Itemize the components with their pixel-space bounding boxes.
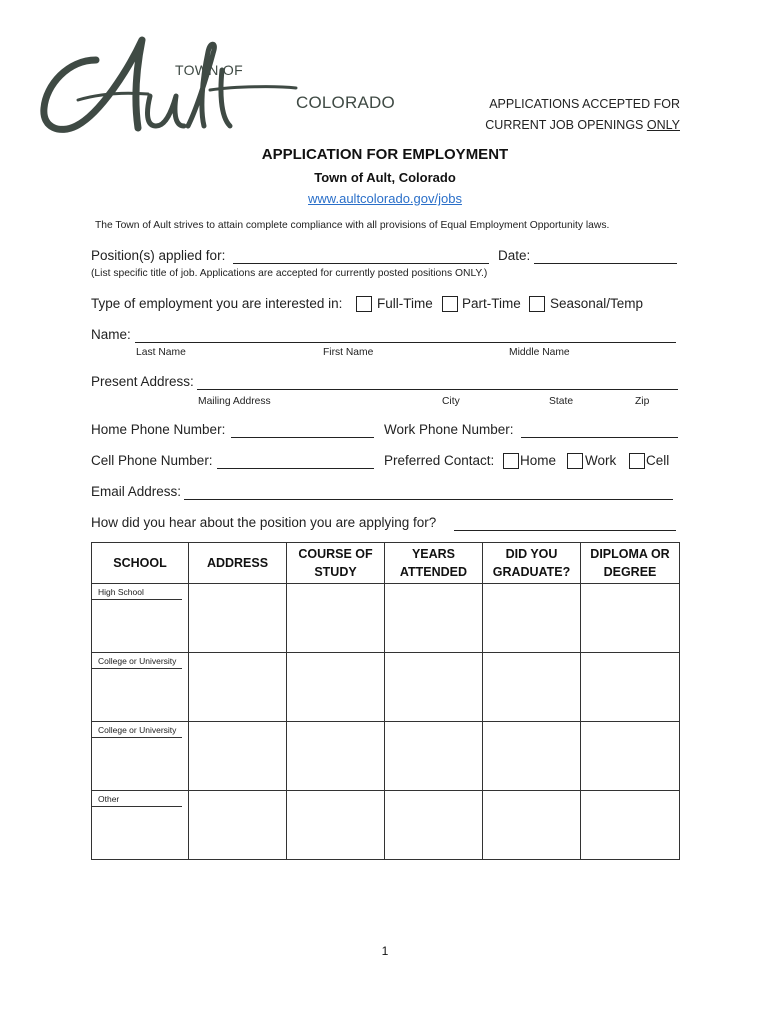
ault-script-logo-icon: [38, 30, 338, 142]
hear-about-label: How did you hear about the position you are applying for?: [91, 515, 437, 530]
mailing-address-sublabel: Mailing Address: [198, 396, 271, 407]
full-time-label: Full-Time: [377, 296, 433, 311]
address-cell[interactable]: [189, 653, 287, 722]
last-name-sublabel: Last Name: [136, 347, 186, 358]
hear-about-field[interactable]: [454, 530, 676, 531]
years-cell[interactable]: [385, 584, 483, 653]
full-time-checkbox[interactable]: [356, 296, 372, 312]
header-address: [189, 543, 287, 584]
cell-phone-label: Cell Phone Number:: [91, 453, 213, 468]
header-diploma-or-degree: [581, 543, 680, 584]
contact-cell-checkbox[interactable]: [629, 453, 645, 469]
work-phone-label: Work Phone Number:: [384, 422, 514, 437]
notice-line-2-text: CURRENT JOB OPENINGS: [485, 118, 647, 132]
notice-line-2: [485, 115, 680, 136]
email-label: Email Address:: [91, 484, 182, 499]
home-phone-field[interactable]: [231, 437, 374, 438]
table-row: [92, 653, 680, 722]
address-cell[interactable]: [189, 722, 287, 791]
header-graduate-text-2: GRADUATE?: [492, 565, 571, 579]
graduate-cell[interactable]: [483, 791, 581, 860]
positions-field[interactable]: [233, 263, 489, 264]
date-label: Date:: [498, 248, 531, 263]
preferred-contact-label: Preferred Contact:: [384, 453, 495, 468]
jobs-link[interactable]: www.aultcolorado.gov/jobs: [308, 191, 462, 206]
positions-note: (List specific title of job. Applications are accepted for currently posted positions ONLY.): [91, 268, 488, 279]
zip-sublabel: Zip: [635, 396, 650, 407]
first-name-sublabel: First Name: [323, 347, 374, 358]
header-address-text: ADDRESS: [206, 556, 269, 570]
header-diploma-text-2: DEGREE: [603, 565, 657, 579]
part-time-checkbox[interactable]: [442, 296, 458, 312]
header-graduate-text-1: DID YOU: [505, 547, 558, 561]
address-field[interactable]: [197, 389, 678, 390]
positions-label: Position(s) applied for:: [91, 248, 226, 263]
header-did-you-graduate: [483, 543, 581, 584]
years-cell[interactable]: [385, 653, 483, 722]
years-cell[interactable]: [385, 791, 483, 860]
contact-work-checkbox[interactable]: [567, 453, 583, 469]
eeo-statement: The Town of Ault strives to attain complete compliance with all provisions of Equal Employment Opportunity laws.: [95, 220, 610, 231]
header-school: [92, 543, 189, 584]
seasonal-temp-label: Seasonal/Temp: [550, 296, 644, 311]
notice-line-1: APPLICATIONS ACCEPTED FOR: [489, 97, 680, 111]
education-header-row: [92, 543, 680, 584]
home-phone-label: Home Phone Number:: [91, 422, 226, 437]
school-cell[interactable]: [92, 584, 189, 653]
contact-home-checkbox[interactable]: [503, 453, 519, 469]
education-table: [91, 542, 680, 860]
contact-home-label: Home: [520, 453, 557, 468]
address-cell[interactable]: [189, 791, 287, 860]
row-label-other: Other: [92, 791, 182, 807]
city-sublabel: City: [442, 396, 460, 407]
diploma-cell[interactable]: [581, 722, 680, 791]
header-years-text-2: ATTENDED: [399, 565, 468, 579]
course-cell[interactable]: [287, 791, 385, 860]
logo-colorado: COLORADO: [296, 93, 395, 112]
diploma-cell[interactable]: [581, 653, 680, 722]
school-cell[interactable]: [92, 791, 189, 860]
work-phone-field[interactable]: [521, 437, 678, 438]
address-label: Present Address:: [91, 374, 194, 389]
applications-notice: [485, 94, 680, 136]
email-field[interactable]: [184, 499, 673, 500]
school-cell[interactable]: [92, 653, 189, 722]
middle-name-sublabel: Middle Name: [509, 347, 570, 358]
address-cell[interactable]: [189, 584, 287, 653]
course-cell[interactable]: [287, 584, 385, 653]
notice-emphasis: ONLY: [646, 118, 680, 132]
contact-cell-label: Cell: [646, 453, 670, 468]
seasonal-temp-checkbox[interactable]: [529, 296, 545, 312]
years-cell[interactable]: [385, 722, 483, 791]
town-logo: [38, 30, 418, 142]
contact-work-label: Work: [585, 453, 617, 468]
part-time-label: Part-Time: [462, 296, 521, 311]
row-label-college-1: College or University: [92, 653, 182, 669]
course-cell[interactable]: [287, 653, 385, 722]
row-label-college-2: College or University: [92, 722, 182, 738]
page-title: APPLICATION FOR EMPLOYMENT: [261, 146, 509, 163]
header-course-of-study: [287, 543, 385, 584]
graduate-cell[interactable]: [483, 722, 581, 791]
cell-phone-field[interactable]: [217, 468, 374, 469]
page-number: 1: [381, 944, 389, 958]
diploma-cell[interactable]: [581, 791, 680, 860]
header-years-attended: [385, 543, 483, 584]
name-label: Name:: [91, 327, 131, 342]
course-cell[interactable]: [287, 722, 385, 791]
date-field[interactable]: [534, 263, 677, 264]
header-school-text: SCHOOL: [113, 556, 167, 570]
header-years-text-1: YEARS: [411, 547, 456, 561]
table-row: [92, 722, 680, 791]
logo-town-of: TOWN OF: [175, 62, 243, 78]
graduate-cell[interactable]: [483, 653, 581, 722]
page-subtitle: Town of Ault, Colorado: [314, 170, 456, 185]
state-sublabel: State: [549, 396, 574, 407]
header-diploma-text-1: DIPLOMA OR: [590, 547, 670, 561]
header-course-text-2: STUDY: [314, 565, 357, 579]
school-cell[interactable]: [92, 722, 189, 791]
name-field[interactable]: [135, 342, 676, 343]
employment-type-label: Type of employment you are interested in:: [91, 296, 343, 311]
row-label-high-school: High School: [92, 584, 182, 600]
graduate-cell[interactable]: [483, 584, 581, 653]
diploma-cell[interactable]: [581, 584, 680, 653]
table-row: [92, 584, 680, 653]
header-course-text-1: COURSE OF: [298, 547, 373, 561]
table-row: [92, 791, 680, 860]
